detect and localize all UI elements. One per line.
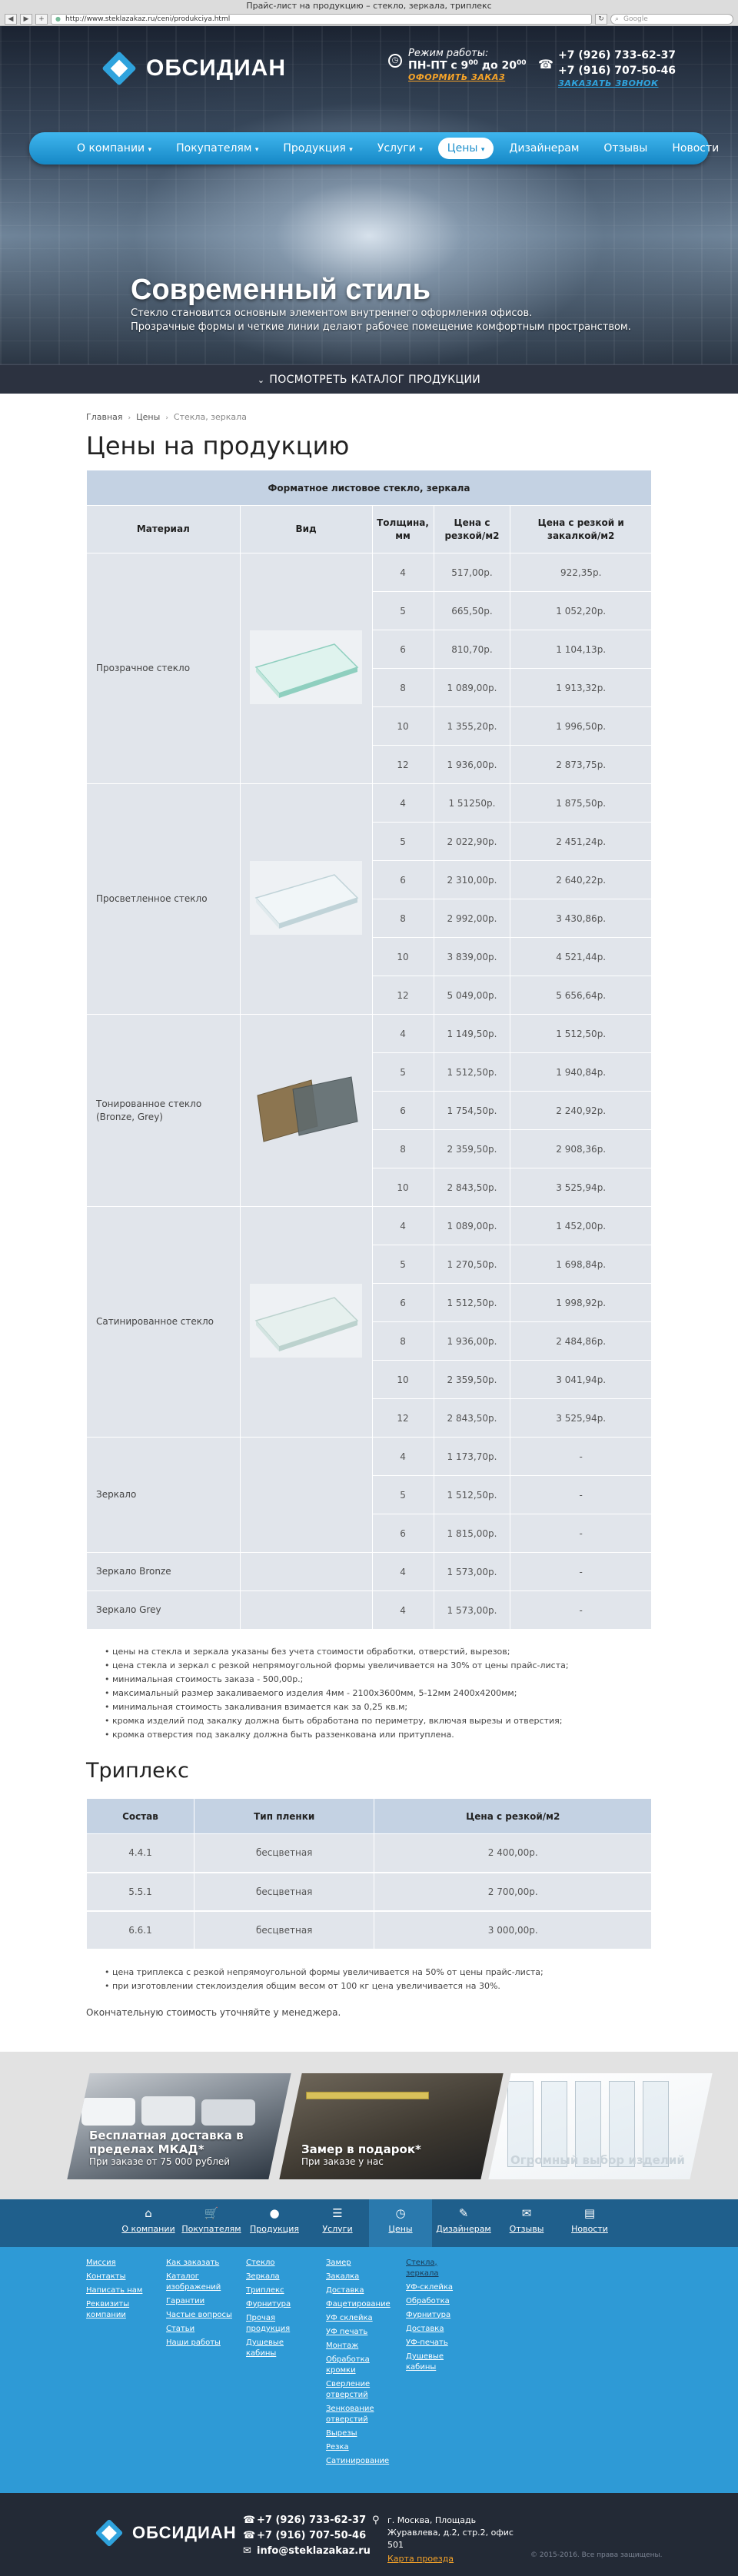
price-tempered-cell: 2 640,22р.	[510, 861, 652, 899]
nav-item-customers[interactable]: Покупателям ▾	[176, 142, 259, 155]
price-table	[86, 470, 652, 1630]
news-icon: ▤	[583, 2205, 596, 2220]
price-tempered-cell: 3 525,94р.	[510, 1168, 652, 1207]
chevron-down-icon: ⌄	[257, 375, 265, 385]
footer-menu-link[interactable]: Триплекс	[246, 2285, 284, 2295]
thickness-cell: 10	[372, 938, 434, 976]
promo-measure-sub: При заказе у нас	[301, 2156, 384, 2167]
clock-icon: ◷	[395, 2205, 406, 2220]
hero-header	[0, 26, 738, 364]
nav-item-prices[interactable]: Цены ▾	[438, 138, 494, 159]
table-row	[87, 1207, 652, 1245]
note-item: • цена стекла и зеркал с резкой непрямоугольной формы увеличивается на 30% от цены прайс-листа;	[105, 1659, 652, 1673]
material-name: Просветленное стекло	[87, 784, 241, 1015]
circle-icon: ●	[269, 2205, 280, 2220]
thickness-cell: 4	[372, 1591, 434, 1630]
triplex-film-cell: бесцветная	[194, 1873, 374, 1911]
price-cut-cell: 2 359,50р.	[434, 1361, 510, 1399]
header-phone-2[interactable]: +7 (916) 707-50-46	[558, 65, 676, 77]
tinted-glass-image	[250, 1072, 362, 1146]
thickness-cell: 10	[372, 1168, 434, 1207]
material-image-cell	[240, 1591, 372, 1630]
triplex-composition-cell: 6.6.1	[87, 1911, 194, 1949]
footer-copyright: © 2015-2016. Все права защищены.	[530, 2551, 663, 2559]
footer-menu-link[interactable]: УФ печать	[326, 2327, 368, 2336]
price-tempered-cell: 1 940,84р.	[510, 1053, 652, 1092]
price-cut-cell: 2 359,50р.	[434, 1130, 510, 1168]
footer-nav-label: Услуги	[322, 2223, 353, 2234]
thickness-cell: 8	[372, 669, 434, 707]
thickness-cell: 6	[372, 1514, 434, 1553]
page-title: Цены на продукцию	[86, 431, 350, 460]
footer-menu-link[interactable]: Сатинирование	[326, 2456, 390, 2465]
price-tempered-cell: 2 908,36р.	[510, 1130, 652, 1168]
chat-icon: ✉	[521, 2205, 532, 2220]
vans-image	[81, 2090, 258, 2129]
triplex-film-cell: бесцветная	[194, 1911, 374, 1949]
price-tempered-cell: 1 998,92р.	[510, 1284, 652, 1322]
thickness-cell: 6	[372, 861, 434, 899]
price-cut-cell: 1 512,50р.	[434, 1476, 510, 1514]
note-item: • кромка изделий под закалку должна быть обработана по периметру, включая вырезы и отверстия;	[105, 1714, 652, 1728]
main-content	[0, 394, 738, 2018]
price-tempered-cell: -	[510, 1553, 652, 1591]
footer-menu-column	[326, 2258, 392, 2493]
footer-nav-item[interactable]	[558, 2199, 621, 2247]
price-cut-cell: 2 843,50р.	[434, 1399, 510, 1438]
triplex-header-price: Цена с резкой/м2	[374, 1799, 652, 1834]
price-cut-cell: 3 839,00р.	[434, 938, 510, 976]
browser-search-input[interactable]: ⌕ Google	[610, 14, 733, 25]
note-item: • цены на стекла и зеркала указаны без учета стоимости обработки, отверстий, вырезов;	[105, 1645, 652, 1659]
thickness-cell: 5	[372, 823, 434, 861]
thickness-cell: 8	[372, 1322, 434, 1361]
price-cut-cell: 2 843,50р.	[434, 1168, 510, 1207]
footer-logo[interactable]	[94, 2518, 237, 2548]
footer-nav-item[interactable]	[306, 2199, 369, 2247]
logo-diamond-icon	[100, 49, 138, 88]
hero-text	[131, 274, 631, 334]
footer-menu-link[interactable]: Доставка	[406, 2324, 444, 2333]
thickness-cell: 6	[372, 630, 434, 669]
price-tempered-cell: 2 240,92р.	[510, 1092, 652, 1130]
nav-item-news[interactable]: Новости	[672, 142, 720, 155]
footer-address	[372, 2515, 526, 2565]
price-tempered-cell: 1 104,13р.	[510, 630, 652, 669]
price-tempered-cell: 1 698,84р.	[510, 1245, 652, 1284]
price-tempered-cell: 1 052,20р.	[510, 592, 652, 630]
price-tempered-cell: 1 512,50р.	[510, 1015, 652, 1053]
list-icon: ☰	[332, 2205, 343, 2220]
footer-menu-link[interactable]: Обработка кромки	[326, 2355, 370, 2375]
footer-menu-link[interactable]: Реквизиты компании	[86, 2299, 130, 2319]
material-name: Прозрачное стекло	[87, 553, 241, 784]
triplex-note-item: • при изготовлении стеклоизделия общим весом от 100 кг цена увеличивается на 30%.	[105, 1979, 652, 1993]
footer-nav-item[interactable]	[180, 2199, 243, 2247]
footer-menu-link[interactable]: Написать нам	[86, 2285, 143, 2295]
footer-menu-link[interactable]: Стекло	[246, 2258, 275, 2267]
satin-glass-image	[250, 1284, 362, 1358]
price-notes	[105, 1645, 652, 1742]
browser-window-title: Прайс-лист на продукцию – стекло, зеркала, триплекс	[246, 1, 492, 11]
add-tab-icon[interactable]: +	[35, 14, 48, 25]
breadcrumb-prices[interactable]: Цены	[136, 412, 161, 422]
price-cut-cell: 1 754,50р.	[434, 1092, 510, 1130]
price-table-caption: Форматное листовое стекло, зеркала	[87, 470, 652, 506]
footer-menu-link[interactable]: Фурнитура	[406, 2310, 451, 2319]
col-header-thickness: Толщина, мм	[372, 506, 434, 553]
footer-menu-link[interactable]: Душевые кабины	[246, 2338, 284, 2358]
footer-menu-link[interactable]: УФ-печать	[406, 2338, 448, 2347]
browser-toolbar	[0, 12, 738, 26]
back-arrow-icon[interactable]: ◀	[5, 14, 17, 25]
price-cut-cell: 1 815,00р.	[434, 1514, 510, 1553]
footer-menu-link[interactable]: Душевые кабины	[406, 2352, 444, 2372]
price-cut-cell: 1 936,00р.	[434, 746, 510, 784]
price-tempered-cell: 4 521,44р.	[510, 938, 652, 976]
footer-nav-item[interactable]	[117, 2199, 180, 2247]
price-cut-cell: 1 573,00р.	[434, 1591, 510, 1630]
table-row	[87, 1015, 652, 1053]
footer-menu-link[interactable]: Зенкование отверстий	[326, 2404, 374, 2424]
material-name: Зеркало Bronze	[87, 1553, 241, 1591]
thickness-cell: 8	[372, 1130, 434, 1168]
breadcrumb-current: Стекла, зеркала	[173, 412, 247, 422]
material-image-cell	[240, 1015, 372, 1207]
footer-contacts	[243, 2513, 371, 2559]
breadcrumb-home[interactable]: Главная	[86, 412, 123, 422]
footer-address-text: г. Москва, Площадь Журавлева, д.2, стр.2, офис 501	[387, 2515, 514, 2550]
price-cut-cell: 2 310,00р.	[434, 861, 510, 899]
hours-label: Режим работы:	[408, 48, 489, 59]
price-tempered-cell: 922,35р.	[510, 553, 652, 592]
col-header-view: Вид	[240, 506, 372, 553]
footer-nav-item[interactable]	[432, 2199, 495, 2247]
breadcrumb: Главная › Цены › Стекла, зеркала	[86, 412, 247, 422]
price-cut-cell: 1 173,70р.	[434, 1438, 510, 1476]
nav-item-products[interactable]: Продукция ▾	[283, 142, 353, 155]
footer-nav-item[interactable]	[495, 2199, 558, 2247]
triplex-title: Триплекс	[86, 1759, 189, 1783]
footer-menu-link[interactable]: Резка	[326, 2442, 349, 2451]
price-cut-cell: 1 270,50р.	[434, 1245, 510, 1284]
footer-menu-link[interactable]: Миссия	[86, 2258, 116, 2267]
triplex-header-film: Тип пленки	[194, 1799, 374, 1834]
table-row	[87, 1591, 652, 1630]
nav-item-reviews[interactable]: Отзывы	[603, 142, 648, 155]
footer-menu-link[interactable]: Зеркала	[246, 2272, 280, 2281]
material-image-cell	[240, 784, 372, 1015]
nav-item-designers[interactable]: Дизайнерам	[509, 142, 580, 155]
thickness-cell: 10	[372, 1361, 434, 1399]
footer-nav-label: О компании	[121, 2223, 175, 2234]
footer-nav-label: Дизайнерам	[436, 2223, 491, 2234]
pen-icon: ✎	[458, 2205, 469, 2220]
triplex-price-cell: 2 400,00р.	[374, 1834, 652, 1873]
logo-diamond-icon	[94, 2518, 125, 2548]
address-bar[interactable]: ● http://www.steklazakaz.ru/ceni/produkciya.html	[51, 14, 592, 25]
footer-menu-link[interactable]: Наши работы	[166, 2338, 221, 2347]
promo-delivery[interactable]	[67, 2073, 291, 2179]
footer-phone-2[interactable]: ☎ +7 (916) 707-50-46	[243, 2528, 371, 2544]
triplex-price-cell: 2 700,00р.	[374, 1873, 652, 1911]
note-item: • минимальная стоимость закаливания взимается как за 0,25 кв.м;	[105, 1700, 652, 1714]
material-image-cell	[240, 1207, 372, 1438]
thickness-cell: 6	[372, 1092, 434, 1130]
thickness-cell: 4	[372, 1438, 434, 1476]
clarified-glass-image	[250, 861, 362, 935]
thickness-cell: 10	[372, 707, 434, 746]
promo-banners	[0, 2052, 738, 2199]
promo-selection-title: Огромный выбор изделий	[510, 2152, 685, 2167]
price-cut-cell: 5 049,00р.	[434, 976, 510, 1015]
hero-subtitle-2: Прозрачные формы и четкие линии делают рабочее помещение комфортным пространством.	[131, 321, 631, 333]
note-item: • кромка отверстия под закалку должна быть раззенкована или притуплена.	[105, 1728, 652, 1742]
price-cut-cell: 1 512,50р.	[434, 1053, 510, 1092]
footer-menu-link[interactable]: Фурнитура	[246, 2299, 291, 2308]
triplex-price-cell: 3 000,00р.	[374, 1911, 652, 1949]
footer-nav-label: Новости	[571, 2223, 608, 2234]
site-logo[interactable]	[100, 49, 286, 88]
price-tempered-cell: 5 656,64р.	[510, 976, 652, 1015]
triplex-header-composition: Состав	[87, 1799, 194, 1834]
price-tempered-cell: 3 041,94р.	[510, 1361, 652, 1399]
footer-menu-link[interactable]: Доставка	[326, 2285, 364, 2295]
table-row	[87, 553, 652, 592]
footer-nav-label: Отзывы	[509, 2223, 544, 2234]
hero-subtitle-1: Стекло становится основным элементом внутреннего оформления офисов.	[131, 307, 533, 319]
footer-phone-1[interactable]: ☎ +7 (926) 733-62-37	[243, 2513, 371, 2528]
footer-menu-link[interactable]: Частые вопросы	[166, 2310, 232, 2319]
material-name: Зеркало	[87, 1438, 241, 1553]
triplex-note-item: • цена триплекса с резкой непрямоугольной формы увеличивается на 50% от цены прайс-листа;	[105, 1966, 652, 1979]
promo-selection[interactable]	[488, 2073, 712, 2179]
footer-menu-column	[86, 2258, 152, 2493]
price-cut-cell: 810,70р.	[434, 630, 510, 669]
thickness-cell: 4	[372, 1553, 434, 1591]
footer-email[interactable]: ✉ info@steklazakaz.ru	[243, 2544, 371, 2559]
price-cut-cell: 1 51250р.	[434, 784, 510, 823]
footer-menu-column	[166, 2258, 232, 2493]
footer-menu-link[interactable]: Прочая продукция	[246, 2313, 291, 2333]
thickness-cell: 4	[372, 1015, 434, 1053]
triplex-table	[86, 1798, 652, 1950]
footer-menu-link[interactable]: Монтаж	[326, 2341, 359, 2350]
footer-menu	[0, 2247, 738, 2493]
footer-menu-link[interactable]: Контакты	[86, 2272, 126, 2281]
table-row	[87, 1438, 652, 1476]
map-pin-icon: ⚲	[372, 2514, 380, 2526]
phone-icon: ☎	[243, 2529, 256, 2541]
price-cut-cell: 1 089,00р.	[434, 669, 510, 707]
mail-icon: ✉	[243, 2544, 251, 2557]
footer-menu-link[interactable]: УФ-склейка	[406, 2282, 454, 2292]
callback-link[interactable]: ЗАКАЗАТЬ ЗВОНОК	[558, 78, 659, 88]
triplex-composition-cell: 5.5.1	[87, 1873, 194, 1911]
clock-icon: ◷	[388, 54, 402, 68]
footer-menu-link[interactable]: Сверление отверстий	[326, 2379, 371, 2399]
material-name: Тонированное стекло (Bronze, Grey)	[87, 1015, 241, 1207]
forward-arrow-icon[interactable]: ▶	[20, 14, 32, 25]
footer-menu-link[interactable]: Замер	[326, 2258, 351, 2267]
reload-icon[interactable]: ↻	[595, 14, 607, 25]
table-row	[87, 1834, 652, 1873]
price-cut-cell: 1 089,00р.	[434, 1207, 510, 1245]
footer-menu-link[interactable]: Стекла, зеркала	[406, 2258, 439, 2278]
triplex-notes	[105, 1966, 652, 1993]
price-tempered-cell: -	[510, 1438, 652, 1476]
logo-text: ОБСИДИАН	[146, 55, 286, 81]
footer-menu-link[interactable]: Обработка	[406, 2296, 450, 2305]
promo-delivery-title: Бесплатная доставка в пределах МКАД*	[89, 2128, 244, 2156]
cart-icon: 🛒	[204, 2205, 219, 2220]
footer-nav-label: Цены	[388, 2223, 413, 2234]
price-cut-cell: 517,00р.	[434, 553, 510, 592]
table-row	[87, 1873, 652, 1911]
main-nav	[29, 132, 720, 165]
thickness-cell: 4	[372, 1207, 434, 1245]
home-icon: ⌂	[145, 2205, 152, 2220]
col-header-price-tempered: Цена с резкой и закалкой/м2	[510, 506, 652, 553]
thickness-cell: 4	[372, 784, 434, 823]
price-tempered-cell: 2 873,75р.	[510, 746, 652, 784]
promo-delivery-sub: При заказе от 75 000 рублей	[89, 2156, 231, 2167]
work-hours	[388, 48, 527, 82]
price-cut-cell: 2 992,00р.	[434, 899, 510, 938]
price-tempered-cell: 1 875,50р.	[510, 784, 652, 823]
promo-measure-title: Замер в подарок*	[301, 2142, 421, 2156]
phone-icon: ☎	[538, 57, 554, 71]
browser-chrome	[0, 0, 738, 26]
price-tempered-cell: 3 525,94р.	[510, 1399, 652, 1438]
footer-menu-link[interactable]: УФ склейка	[326, 2313, 373, 2322]
nav-item-about[interactable]: О компании ▾	[77, 142, 152, 155]
footer-menu-link[interactable]: Фацетирование	[326, 2299, 391, 2308]
price-tempered-cell: 1 452,00р.	[510, 1207, 652, 1245]
col-header-price-cut: Цена с резкой/м2	[434, 506, 510, 553]
price-cut-cell: 1 355,20р.	[434, 707, 510, 746]
price-cut-cell: 1 936,00р.	[434, 1322, 510, 1361]
header-top	[0, 26, 738, 97]
price-tempered-cell: 3 430,86р.	[510, 899, 652, 938]
footer-menu-link[interactable]: Каталог изображений	[166, 2272, 221, 2292]
material-image-cell	[240, 553, 372, 784]
thickness-cell: 8	[372, 899, 434, 938]
thickness-cell: 5	[372, 1245, 434, 1284]
promo-measure[interactable]	[279, 2073, 503, 2179]
thickness-cell: 5	[372, 1476, 434, 1514]
footer-map-link[interactable]: Карта проезда	[387, 2553, 454, 2564]
material-name: Сатинированное стекло	[87, 1207, 241, 1438]
thickness-cell: 12	[372, 976, 434, 1015]
phone-icon: ☎	[243, 2514, 256, 2526]
material-image-cell	[240, 1553, 372, 1591]
price-cut-cell: 665,50р.	[434, 592, 510, 630]
price-tempered-cell: 1 913,32р.	[510, 669, 652, 707]
footer-menu-column	[246, 2258, 312, 2493]
footer-menu-link[interactable]: Гарантии	[166, 2296, 205, 2305]
price-tempered-cell: 2 451,24р.	[510, 823, 652, 861]
table-row	[87, 784, 652, 823]
footer-menu-link[interactable]: Статьи	[166, 2324, 195, 2333]
footer-logo-text: ОБСИДИАН	[132, 2522, 237, 2542]
thickness-cell: 6	[372, 1284, 434, 1322]
footer-nav-label: Покупателям	[181, 2223, 241, 2234]
price-cut-cell: 2 022,90р.	[434, 823, 510, 861]
footer-menu-link[interactable]: Вырезы	[326, 2428, 357, 2438]
table-row	[87, 1911, 652, 1949]
tape-measure-image	[306, 2092, 429, 2099]
triplex-film-cell: бесцветная	[194, 1834, 374, 1873]
nav-item-services[interactable]: Услуги ▾	[377, 142, 423, 155]
price-tempered-cell: 2 484,86р.	[510, 1322, 652, 1361]
table-row	[87, 1553, 652, 1591]
price-tempered-cell: -	[510, 1514, 652, 1553]
price-cut-cell: 1 573,00р.	[434, 1553, 510, 1591]
footer-nav-label: Продукция	[250, 2223, 299, 2234]
col-header-material: Материал	[87, 506, 241, 553]
thickness-cell: 5	[372, 1053, 434, 1092]
price-table-body	[87, 553, 652, 1630]
triplex-composition-cell: 4.4.1	[87, 1834, 194, 1873]
material-name: Зеркало Grey	[87, 1591, 241, 1630]
thickness-cell: 5	[372, 592, 434, 630]
order-link[interactable]: ОФОРМИТЬ ЗАКАЗ	[408, 71, 506, 82]
hours-value: ПН-ПТ с $9^{00}$ до $20^{00}$	[408, 59, 527, 72]
material-image-cell	[240, 1438, 372, 1553]
note-item: • минимальная стоимость заказа - 500,00р.;	[105, 1673, 652, 1687]
clear-glass-image	[250, 630, 362, 704]
price-tempered-cell: -	[510, 1476, 652, 1514]
note-item: • максимальный размер закаливаемого изделия 4мм - 2100х3600мм, 5-12мм 2400х4200мм;	[105, 1687, 652, 1700]
thickness-cell: 12	[372, 746, 434, 784]
price-tempered-cell: -	[510, 1591, 652, 1630]
site-footer	[0, 2493, 738, 2576]
thickness-cell: 4	[372, 553, 434, 592]
footer-menu-link[interactable]: Закалка	[326, 2272, 360, 2281]
footer-nav-item[interactable]	[369, 2199, 432, 2247]
hero-title: Современный стиль	[131, 274, 430, 306]
header-phones	[538, 48, 676, 88]
price-tempered-cell: 1 996,50р.	[510, 707, 652, 746]
footer-menu-link[interactable]: Как заказать	[166, 2258, 220, 2267]
footer-nav	[0, 2199, 738, 2247]
footer-nav-item[interactable]	[243, 2199, 306, 2247]
header-phone-1[interactable]: +7 (926) 733-62-37	[558, 49, 676, 61]
triplex-table-body	[87, 1834, 652, 1949]
footer-menu-column	[406, 2258, 472, 2493]
thickness-cell: 12	[372, 1399, 434, 1438]
price-cut-cell: 1 149,50р.	[434, 1015, 510, 1053]
catalog-button[interactable]: ⌄ ПОСМОТРЕТЬ КАТАЛОГ ПРОДУКЦИИ	[0, 364, 738, 394]
final-note: Окончательную стоимость уточняйте у менеджера.	[86, 2006, 341, 2018]
price-cut-cell: 1 512,50р.	[434, 1284, 510, 1322]
